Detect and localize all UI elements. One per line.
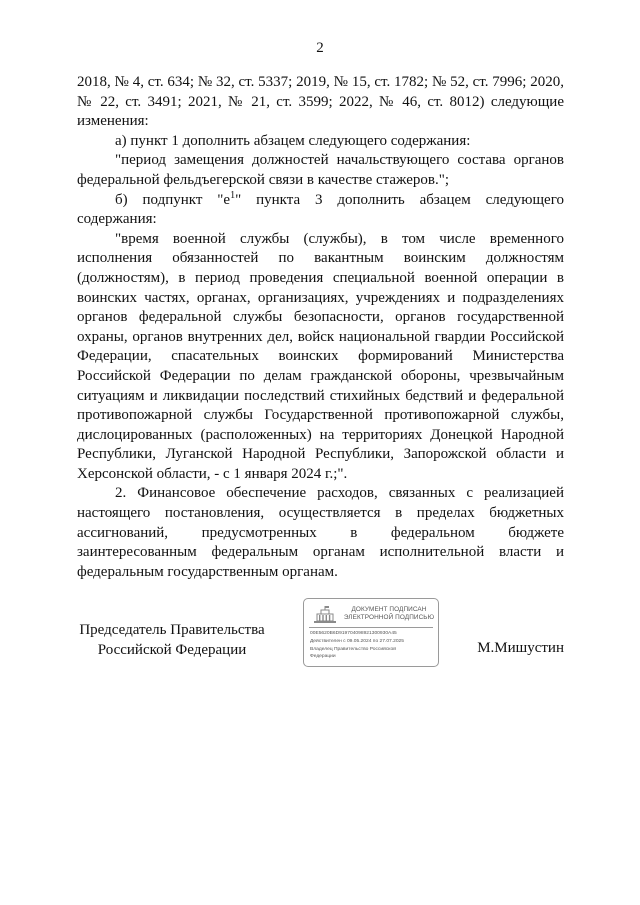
stamp-header	[342, 606, 436, 622]
paragraph-item-a: а) пункт 1 дополнить абзацем следующего содержания:	[115, 132, 471, 149]
paragraph-amendments-intro: 2018, № 4, ст. 634; № 32, ст. 5337; 2019, № 15, ст. 1782; № 52, ст. 7996; 2020, № 22, ст. 3491; 2021, № 21, ст. 3599; 2022, № 46, ст. 8012) следующие изменения:	[77, 74, 564, 130]
signer-title-line-1: Председатель Правительства	[79, 622, 265, 638]
signer-name: М.Мишустин	[477, 640, 564, 656]
stamp-owner-line-1: Владелец Правительство Российской	[310, 647, 396, 652]
paragraph-quote-b: "время военной службы (службы), в том числе временного исполнения обязанностей по вакантным воинским должностям (должностям), в период проведения специальной военной операции в воинских частях, органах, организациях, учреждениях и подразделениях органов федеральной службы безопасности, органов государственной охраны, органов внутренних дел, войск национальной гвардии Российской Федерации, спасательных воинских формирований Министерства Российской Федерации по делам гражданской обороны, чрезвычайным ситуациям и ликвидации последствий стихийных бедствий и федеральной противопожарной службы Государственной противопожарной службы, дислоцированных (расположенных) на территориях Донецкой Народной Республики, Луганской Народной Республики, Запорожской области и Херсонской области, - с 1 января 2024 г.;".	[77, 230, 564, 482]
signer-title-line-2: Российской Федерации	[97, 641, 247, 658]
paragraph-item-2: 2. Финансовое обеспечение расходов, связанных с реализацией настоящего постановления, осуществляется в пределах бюджетных ассигнований, предусмотренных в федеральном бюджете заинтересованным федеральным органам исполнительной власти и федеральным государственным органам.	[77, 485, 564, 580]
signer-title	[77, 621, 267, 660]
stamp-validity: Действителен с 09.05.2024 по 27.07.2025	[310, 639, 404, 644]
stamp-header-line-1: ДОКУМЕНТ ПОДПИСАН	[351, 606, 427, 613]
stamp-header-line-2: ЭЛЕКТРОННОЙ ПОДПИСЬЮ	[343, 614, 435, 621]
paragraph-item-b	[77, 191, 564, 230]
page-number: 2	[316, 40, 324, 56]
paragraph-quote-a: "период замещения должностей начальствующего состава органов федеральной фельдъегерской связи в качестве стажеров.";	[77, 152, 564, 188]
item-b-superscript: 1	[230, 189, 236, 201]
stamp-divider	[309, 627, 433, 628]
stamp-owner-line-2: Федерации	[310, 654, 336, 659]
item-b-text-after: " пункта 3 дополнить абзацем следующего содержания:	[77, 191, 564, 228]
item-b-text-before: б) подпункт "е	[115, 191, 231, 208]
government-building-icon	[312, 605, 338, 625]
stamp-serial: 00E5620B6D919704098921300930A45	[310, 631, 397, 636]
electronic-signature-stamp	[303, 598, 439, 667]
document-body	[77, 73, 564, 582]
